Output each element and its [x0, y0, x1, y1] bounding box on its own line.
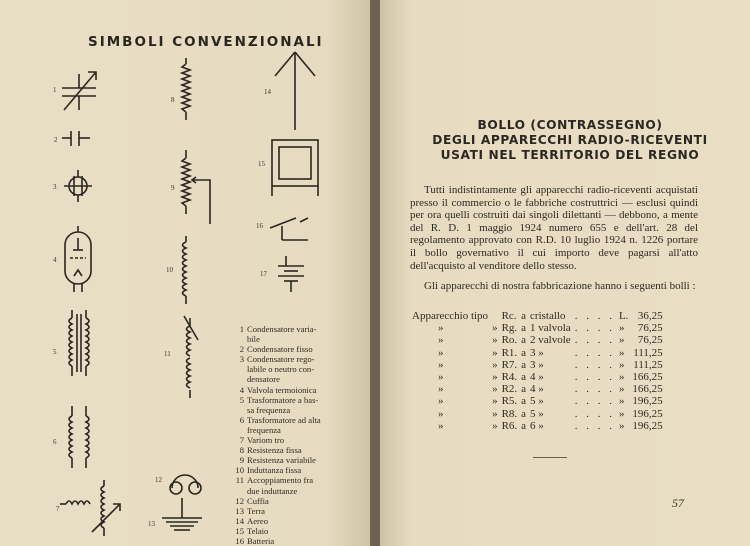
symbol-number: 15: [258, 160, 265, 168]
apparatus-label: »: [438, 358, 444, 371]
coupling-inductances-symbol: [184, 316, 198, 398]
ditto-mark: »: [492, 334, 498, 347]
legend-text-continued: bile: [247, 334, 260, 345]
leader-dots: . . . .: [574, 407, 615, 420]
currency-mark: »: [618, 346, 625, 359]
legend-item: [232, 496, 367, 506]
valve-count: 4 »: [530, 371, 544, 384]
symbols-heading: SIMBOLI CONVENZIONALI: [88, 34, 324, 50]
legend-number: 7: [239, 435, 244, 446]
legend-text-continued: frequenza: [247, 424, 281, 435]
model-code: Rc.: [501, 310, 517, 322]
valve-count: 3 »: [530, 358, 544, 371]
currency-mark: »: [618, 334, 625, 347]
earth-symbol: [162, 498, 202, 530]
preposition: a: [521, 383, 527, 396]
legend-item: [232, 395, 367, 415]
legend-number: 13: [235, 505, 244, 516]
legend-item: [232, 354, 367, 384]
legend-text: Condensatore fisso: [247, 344, 313, 355]
stamp-price: 36,25: [637, 310, 663, 322]
symbol-number: 17: [260, 270, 267, 278]
leader-dots: . . . .: [574, 395, 615, 408]
stamp-price: 196,25: [632, 419, 663, 432]
legend-text: Variom tro: [247, 435, 284, 446]
legend-number: 1: [239, 324, 244, 334]
symbol-number: 10: [166, 266, 173, 274]
currency-mark: »: [618, 383, 625, 396]
stamp-price: 166,25: [632, 371, 663, 384]
legend-text: Induttanza fissa: [247, 465, 302, 476]
currency-mark: »: [618, 371, 625, 384]
fixed-inductance-symbol: [183, 236, 187, 304]
preposition: a: [521, 346, 527, 359]
ditto-mark: »: [492, 419, 498, 432]
apparatus-label: »: [438, 334, 444, 347]
model-code: R7.: [501, 358, 518, 371]
legend-item: [232, 344, 367, 354]
legend-text: Valvola termoionica: [247, 384, 317, 395]
headphones-symbol: [170, 475, 201, 494]
bollo-title-line-3: USATI NEL TERRITORIO DEL REGNO: [440, 148, 700, 162]
legend-item: [232, 506, 367, 516]
legend-number: 12: [235, 495, 244, 506]
table-row: [410, 322, 665, 334]
symbol-number: 9: [171, 184, 175, 192]
legend-item: [232, 465, 367, 475]
model-code: R8.: [501, 407, 518, 420]
preposition: a: [521, 310, 527, 322]
second-paragraph-text: Gli apparecchi di nostra fabbricazione hanno i seguenti bolli :: [424, 280, 696, 292]
stamp-price: 166,25: [632, 383, 663, 396]
variometer-symbol: [60, 480, 120, 536]
page-number: 57: [672, 496, 684, 510]
ditto-mark: »: [492, 346, 498, 359]
legend-number: 6: [239, 414, 244, 425]
stamp-price: 76,25: [637, 334, 663, 347]
legend-text-continued: sa frequenza: [247, 404, 291, 415]
valve-count: 5 »: [530, 395, 544, 408]
table-row: [410, 383, 665, 395]
legend-number: 14: [235, 515, 244, 526]
legend-number: 2: [239, 344, 244, 355]
legend-number: 5: [239, 394, 244, 405]
legend-item: [232, 385, 367, 395]
stamp-price: 111,25: [633, 358, 663, 371]
valve-count: 6 »: [530, 419, 544, 432]
apparatus-label: »: [438, 346, 444, 359]
table-row: [410, 420, 665, 432]
second-paragraph: [410, 280, 698, 293]
legend-text-continued: densatore: [247, 374, 280, 385]
leader-dots: . . . .: [574, 358, 615, 371]
preposition: a: [521, 395, 527, 408]
legend-text: Trasformatore a bas-: [247, 394, 319, 405]
currency-mark: »: [618, 358, 625, 371]
fixed-capacitor-symbol: [62, 131, 90, 146]
legend-text: Telaio: [247, 525, 269, 536]
currency-mark: »: [618, 419, 625, 432]
ditto-mark: [490, 310, 500, 322]
legend-text: Resistenza fissa: [247, 445, 302, 456]
intro-paragraph-text: Tutti indistintamente gli apparecchi radio-riceventi acquistati presso il commercio o le fabbriche costruttrici — esclusi quindi per ora quelli costruiti dai singoli dilettanti — debbono, a mente del R. D. 1 maggio 1924 numero 655 e dell'art. 28 del regolamento approvato con R.D. 10 luglio 1924 n. 1226 portare il bollo governativo il cui importo deve pagarsi all'atto dell'acquisto al venditore dello stesso.: [410, 184, 698, 272]
legend-number: 3: [239, 354, 244, 365]
table-row: [410, 334, 665, 346]
leader-dots: . . . .: [574, 371, 615, 384]
battery-symbol: [270, 218, 308, 240]
leader-dots: . . . .: [574, 310, 615, 322]
legend-item: [232, 475, 367, 495]
legend-text: Accoppiamento fra: [247, 475, 314, 486]
legend-item: [232, 435, 367, 445]
hf-transformer-symbol: [69, 406, 89, 468]
lf-transformer-symbol: [69, 310, 89, 376]
frame-aerial-symbol: [272, 140, 318, 196]
symbol-number: 12: [155, 476, 162, 484]
bollo-title-line-2: DEGLI APPARECCHI RADIO-RICEVENTI: [432, 133, 708, 147]
aerial-symbol: [275, 52, 315, 130]
valve-count: 2 valvole: [530, 334, 571, 347]
legend-number: 16: [235, 535, 244, 546]
symbol-number: 11: [164, 350, 171, 358]
valve-symbol: [65, 226, 91, 292]
legend-text-continued: due induttanze: [247, 485, 298, 496]
legend-text-continued: labile o neutro con-: [247, 364, 315, 375]
table-row: [410, 395, 665, 407]
variable-capacitor-symbol: [62, 72, 96, 110]
bolli-price-table: [410, 310, 665, 432]
leader-dots: . . . .: [574, 346, 615, 359]
ditto-mark: »: [492, 395, 498, 408]
currency-mark: »: [618, 407, 625, 420]
model-code: R4.: [501, 371, 518, 384]
legend-item: [232, 415, 367, 435]
model-code: R1.: [501, 346, 518, 359]
symbol-number: 8: [171, 96, 175, 104]
legend-item: [232, 536, 367, 546]
model-code: R2.: [501, 383, 518, 396]
model-code: Rg.: [501, 322, 518, 335]
fixed-resistor-symbol: [182, 58, 190, 120]
currency-mark: L.: [618, 310, 629, 322]
ditto-mark: »: [492, 371, 498, 384]
apparatus-label: »: [438, 407, 444, 420]
legend-number: 10: [235, 465, 244, 476]
preposition: a: [521, 407, 527, 420]
stamp-price: 76,25: [637, 322, 663, 335]
symbol-number: 3: [53, 183, 57, 191]
legend-text: Trasformatore ad alta: [247, 414, 321, 425]
model-code: R6.: [501, 419, 518, 432]
table-row: [410, 310, 665, 322]
preposition: a: [521, 419, 527, 432]
symbol-number: 14: [264, 88, 271, 96]
ditto-mark: »: [492, 407, 498, 420]
symbol-number: 16: [256, 222, 263, 230]
legend-number: 4: [239, 384, 244, 395]
legend-item: [232, 445, 367, 455]
leader-dots: . . . .: [574, 322, 615, 335]
legend-number: 11: [235, 475, 244, 486]
symbol-number: 2: [54, 136, 58, 144]
currency-mark: »: [618, 395, 625, 408]
model-code: R5.: [501, 395, 518, 408]
apparatus-label: »: [438, 419, 444, 432]
table-row: [410, 347, 665, 359]
ditto-mark: »: [492, 358, 498, 371]
leader-dots: . . . .: [574, 419, 615, 432]
divider-rule: [533, 457, 567, 458]
preposition: a: [521, 334, 527, 347]
stamp-price: 196,25: [632, 407, 663, 420]
right-page: [378, 0, 750, 546]
symbol-number: 13: [148, 520, 155, 528]
legend-text: Cuffia: [247, 495, 269, 506]
legend-item: [232, 526, 367, 536]
neutro-capacitor-symbol: [64, 170, 92, 202]
apparatus-label: »: [438, 383, 444, 396]
legend-text: Resistenza variabile: [247, 455, 316, 466]
variable-resistor-symbol: [182, 150, 210, 224]
legend-text: Condensatore rego-: [247, 354, 315, 365]
apparatus-label: »: [438, 395, 444, 408]
valve-count: 5 »: [530, 407, 544, 420]
valve-count: 3 »: [530, 346, 544, 359]
legend-number: 8: [239, 445, 244, 456]
legend-number: 15: [235, 525, 244, 536]
legend-item: [232, 324, 367, 344]
table-row: [410, 408, 665, 420]
battery-cells-symbol: [278, 256, 304, 292]
symbol-number: 6: [53, 438, 57, 446]
stamp-price: 196,25: [632, 395, 663, 408]
leader-dots: . . . .: [574, 334, 615, 347]
leader-dots: . . . .: [574, 383, 615, 396]
legend-text: Aereo: [247, 515, 268, 526]
ditto-mark: »: [492, 322, 498, 335]
symbols-legend: [232, 324, 367, 546]
symbol-number: 1: [53, 86, 57, 94]
table-row: [410, 371, 665, 383]
apparatus-label: »: [438, 371, 444, 384]
model-code: Ro.: [501, 334, 518, 347]
currency-mark: »: [618, 322, 625, 335]
preposition: a: [521, 358, 527, 371]
valve-count: cristallo: [530, 310, 566, 322]
legend-text: Condensatore varia-: [247, 324, 317, 334]
legend-number: 9: [239, 455, 244, 466]
preposition: a: [521, 322, 527, 335]
stamp-price: 111,25: [633, 346, 663, 359]
preposition: a: [521, 371, 527, 384]
table-row: [410, 359, 665, 371]
symbol-number: 4: [53, 256, 57, 264]
symbol-number: 5: [53, 348, 57, 356]
legend-item: [232, 516, 367, 526]
legend-text: Terra: [247, 505, 266, 516]
valve-count: 1 valvola: [530, 322, 571, 335]
symbol-number: 7: [56, 505, 60, 513]
legend-text: Batteria: [247, 535, 275, 546]
apparatus-label: »: [438, 322, 444, 335]
legend-item: [232, 455, 367, 465]
ditto-mark: »: [492, 383, 498, 396]
apparatus-label: Apparecchio tipo: [412, 310, 489, 322]
valve-count: 4 »: [530, 383, 544, 396]
intro-paragraph: [410, 184, 698, 272]
bollo-title-line-1: BOLLO (CONTRASSEGNO): [477, 118, 663, 132]
